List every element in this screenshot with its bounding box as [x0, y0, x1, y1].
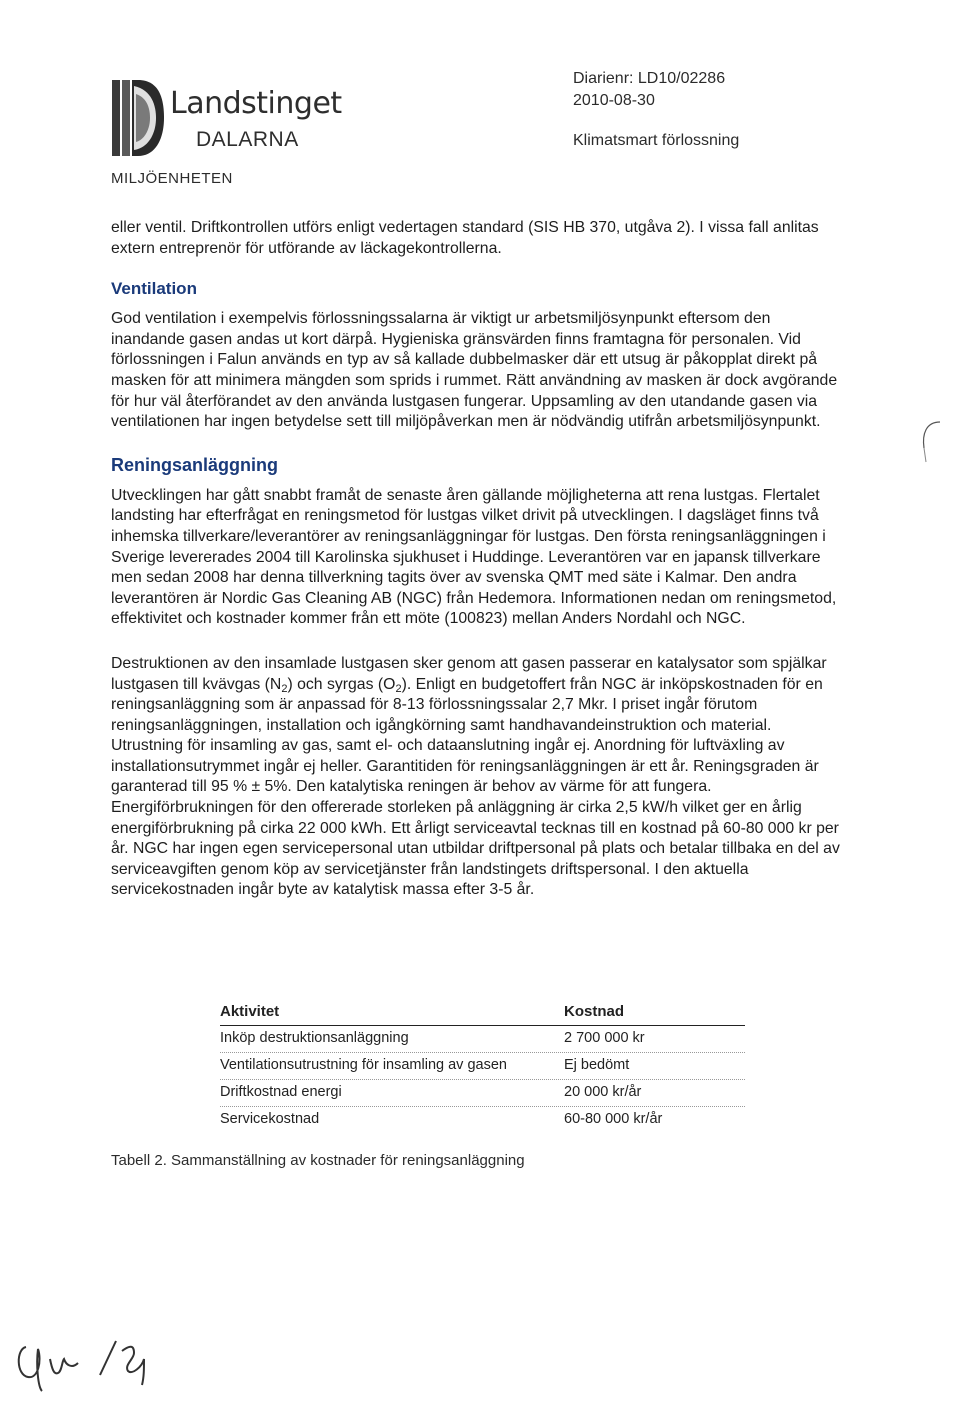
- logo-title: Landstinget: [170, 86, 342, 121]
- text-run: Destruktionen av den insamlade lustgasen sker genom att gasen passerar en katalysator som spjälkar lustgasen till kvävgas (N: [111, 654, 827, 693]
- subscript: 2: [395, 682, 402, 695]
- table-cell-activity: Inköp destruktionsanläggning: [220, 1030, 409, 1046]
- document-topic: Klimatsmart förlossning: [573, 132, 740, 149]
- table-row: [220, 1053, 745, 1080]
- table-caption: Tabell 2. Sammanställning av kostnader för reningsanläggning: [111, 1152, 525, 1169]
- table-cell-cost: 20 000 kr/år: [564, 1084, 642, 1100]
- column-header-activity: Aktivitet: [220, 1003, 280, 1020]
- ventilation-heading: Ventilation: [111, 279, 197, 299]
- table-cell-activity: Ventilationsutrustning för insamling av gasen: [220, 1057, 507, 1073]
- table-row: [220, 1026, 745, 1053]
- document-date: 2010-08-30: [573, 92, 655, 109]
- handwritten-signature-icon: [12, 1325, 162, 1395]
- text-run: ) och syrgas (O: [287, 675, 396, 693]
- table-cell-cost: 60-80 000 kr/år: [564, 1111, 663, 1127]
- ventilation-paragraph: God ventilation i exempelvis förlossningssalarna är viktigt ur arbetsmiljösynpunkt eftersom den inandande gasen andas ut kort därpå. Hygieniska gränsvärden finns framtagna för personalen. Vid förlossningen i Falun används en typ av så kallade dubbelmasker där ett utsug är påkopplat direkt på masken för att minimera mängden som sprids i rummet. Rätt användning av masken är dock avgörande för hur väl återförandet av den använda lustgasen fungerar. Uppsamling av den utandande gasen via ventilationen har ingen betydelse sett till miljöpåverkan men är nödvändig utifrån arbetsmiljösynpunkt.: [111, 310, 838, 431]
- cleaning-paragraph-2: [111, 654, 846, 901]
- table-cell-cost: 2 700 000 kr: [564, 1030, 645, 1046]
- text-run: ). Enligt en budgetoffert från NGC är inköpskostnaden för en reningsanläggning som är anpassad för 8-13 förlossningssalar 2,7 Mkr. I priset ingår förutom reningsanläggningen, installation och igångkörning samt handhavandeinstruktion och material. Utrustning för insamling av gas, samt el- och dataanslutning ingår ej. Anordning för luftväxling av installationsutrymmet ingår ej heller. Garantitiden för reningsanläggningen är ett år. Reningsgraden är garanterad till 95 % ± 5%. Den katalytiska reningen är behov av värme för att fungera. Energiförbrukningen för den offererade storleken på anläggning är cirka 2,5 kW/h vilket ger en årlig energiförbrukning på cirka 22 000 kWh. Ett årligt serviceavtal tecknas till en kostnad på 60-80 000 kr per år. NGC har ingen egen servicepersonal utan utbildar driftpersonal på plats och betalar tillbaka en del av serviceavgiften genom köp av servicetjänster från landstingets driftspersonal. I den aktuella servicekostnaden ingår byte av katalytisk massa efter 3-5 år.: [111, 675, 840, 899]
- table-row: [220, 1080, 745, 1107]
- table-header-row: [220, 1003, 745, 1026]
- document-meta: [573, 68, 725, 112]
- diary-number: Diarienr: LD10/02286: [573, 70, 726, 87]
- intro-paragraph: eller ventil. Driftkontrollen utförs enligt vedertagen standard (SIS HB 370, utgåva 2). I vissa fall anlitas extern entreprenör för utförande av läckagekontrollerna.: [111, 219, 819, 257]
- organization-logo: [112, 76, 342, 166]
- table-cell-cost: Ej bedömt: [564, 1057, 630, 1073]
- logo-subtitle: DALARNA: [196, 128, 299, 151]
- cleaning-heading: Reningsanläggning: [111, 454, 279, 475]
- table-row: [220, 1107, 745, 1133]
- column-header-cost: Kostnad: [564, 1003, 624, 1020]
- subscript: 2: [281, 682, 288, 695]
- logo-mark-icon: [112, 76, 164, 160]
- cleaning-paragraph-1: Utvecklingen har gått snabbt framåt de senaste åren gällande möjligheterna att rena lustgas. Flertalet landsting har efterfrågat en reningsmetod för lustgas vilket drivit på utvecklingen. I dagsläget finns två inhemska tillverkare/leverantörer av reningsanläggningar för lustgas. Den första reningsanläggningen i Sverige levererades 2004 till Karolinska sjukhuset i Huddinge. Leverantören var en japansk tillverkare men sedan 2008 har denna tillverkning tagits över av svenska QMT med säte i Kalmar. Den andra leverantören är Nordic Gas Cleaning AB (NGC) från Hedemora. Informationen nedan om reningsmetod, effektivitet och kostnader kommer från ett möte (100823) mellan Anders Nordahl och NGC.: [111, 486, 837, 628]
- table-cell-activity: Servicekostnad: [220, 1111, 320, 1127]
- cost-table: [220, 1003, 745, 1133]
- department-label: MILJÖENHETEN: [111, 170, 233, 187]
- table-cell-activity: Driftkostnad energi: [220, 1084, 342, 1100]
- document-body: [111, 218, 846, 901]
- scan-mark-icon: [916, 418, 942, 478]
